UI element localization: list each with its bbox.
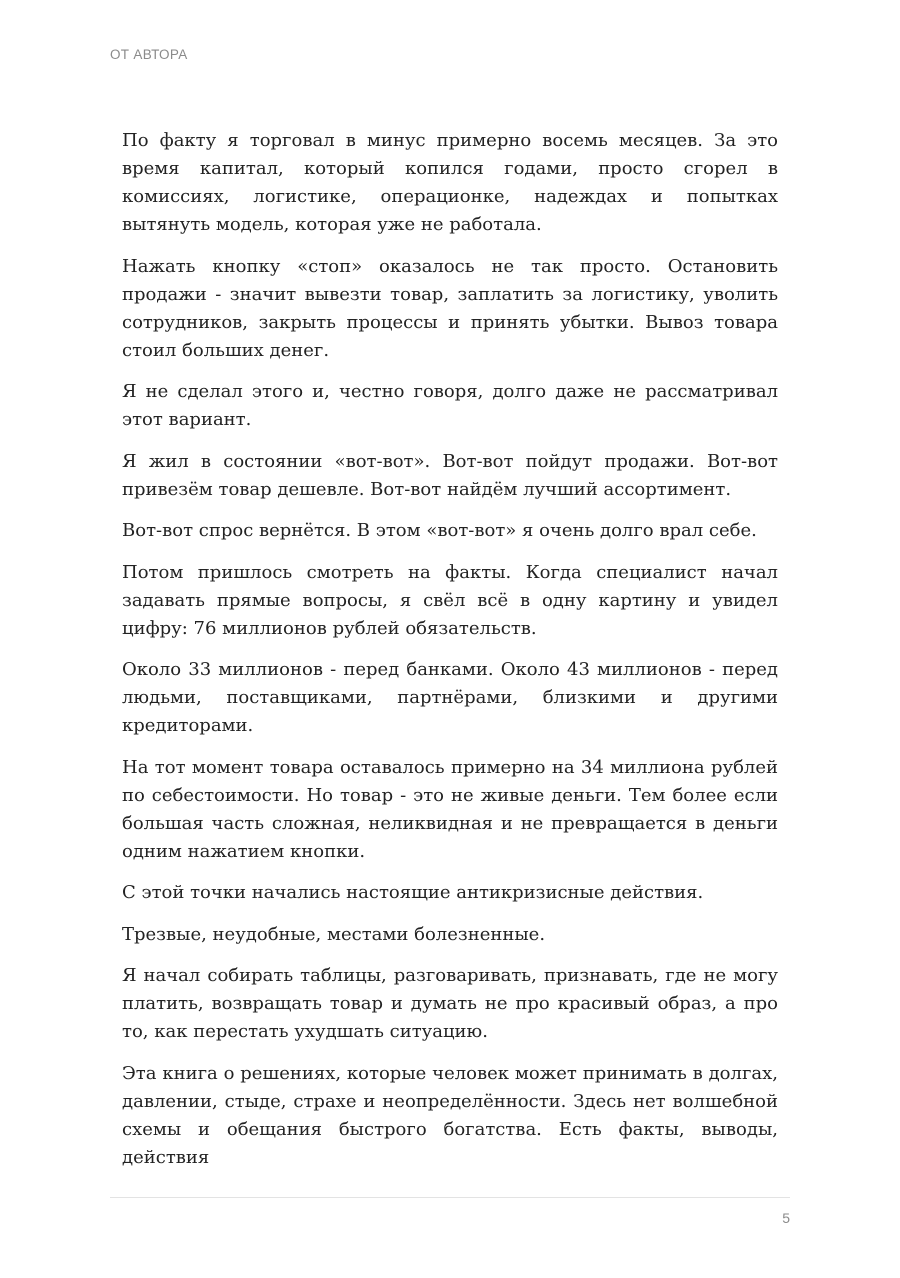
paragraph: Трезвые, неудобные, местами болезненные. [122, 923, 546, 945]
paragraph: С этой точки начались настоящие антикризисные действия. [122, 882, 704, 903]
paragraph: На тот момент товара оставалось примерно на 34 миллиона рублей по себестоимости. Но товар - это не живые деньги. Тем более если большая часть сложная, неликвидная и не превращается в деньги одним нажатием кнопки. [122, 756, 778, 862]
paragraph: Я жил в состоянии «вот-вот». Вот-вот пойдут продажи. Вот-вот привезём товар дешевле. Вот-вот найдём лучший ассортимент. [122, 450, 778, 500]
paragraph: Я начал собирать таблицы, разговаривать, признавать, где не могу платить, возвращать товар и думать не про красивый образ, а про то, как перестать ухудшать ситуацию. [122, 965, 778, 1042]
paragraph: Нажать кнопку «стоп» оказалось не так просто. Остановить продажи - значит вывезти товар, заплатить за логистику, уволить сотрудников, закрыть процессы и принять убытки. Вывоз товара стоил больших денег. [122, 255, 778, 361]
paragraph: По факту я торговал в минус примерно восемь месяцев. За это время капитал, который копился годами, просто сгорел в комиссиях, логистике, операционке, надеждах и попытках вытянуть модель, которая уже не работала. [122, 130, 778, 235]
body-text [122, 127, 778, 1185]
paragraph: Я не сделал этого и, честно говоря, долго даже не рассматривал этот вариант. [122, 381, 778, 430]
paragraph: Эта книга о решениях, которые человек может принимать в долгах, давлении, стыде, страхе и неопределённости. Здесь нет волшебной схемы и обещания быстрого богатства. Есть факты, выводы, действия [122, 1062, 778, 1168]
paragraph: Около 33 миллионов - перед банками. Около 43 миллионов - перед людьми, поставщиками, партнёрами, близкими и другими кредиторами. [122, 659, 778, 736]
running-header: ОТ АВТОРА [110, 47, 188, 62]
paragraph: Потом пришлось смотреть на факты. Когда специалист начал задавать прямые вопросы, я свёл всё в одну картину и увидел цифру: 76 миллионов рублей обязательств. [122, 561, 778, 639]
page-number: 5 [782, 1210, 790, 1226]
paragraph: Вот-вот спрос вернётся. В этом «вот-вот» я очень долго врал себе. [122, 520, 757, 541]
footer-divider [110, 1197, 790, 1198]
